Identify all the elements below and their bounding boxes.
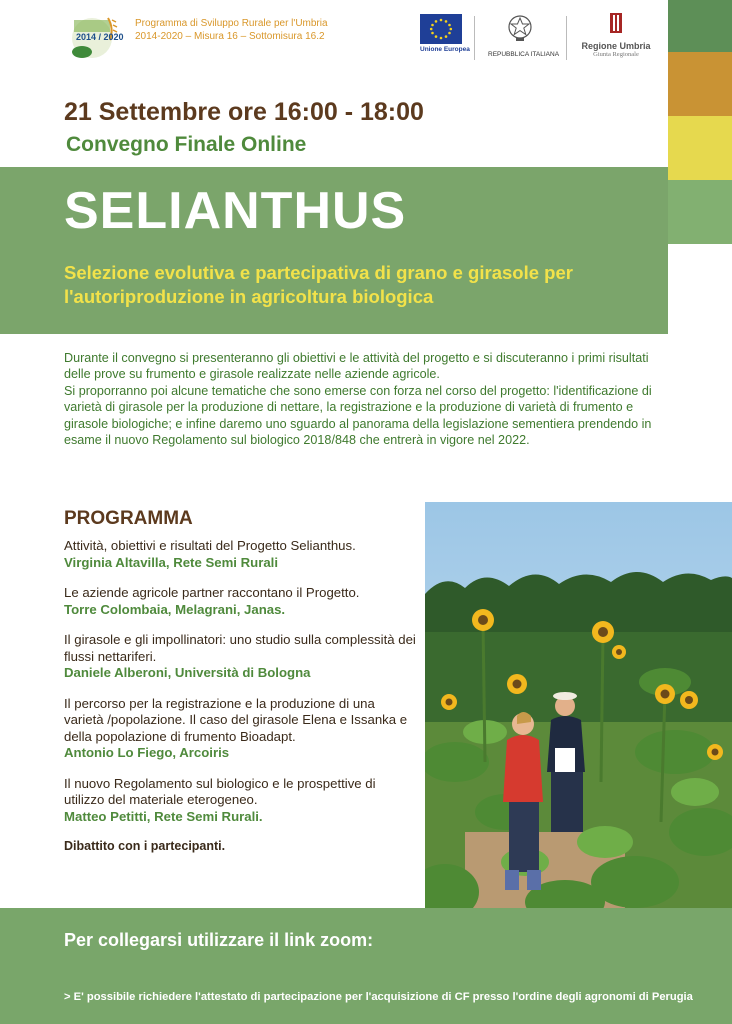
italy-emblem-logo: [488, 14, 560, 60]
eu-flag-icon: [420, 14, 462, 44]
umbria-title: Regione Umbria: [581, 41, 651, 51]
event-date: 21 Settembre ore 16:00 - 18:00: [64, 98, 424, 126]
footer-band: [0, 908, 732, 1024]
italy-emblem-icon: [507, 14, 533, 42]
programma-item-speaker: Matteo Petitti, Rete Semi Rurali.: [64, 808, 263, 824]
psr-caption: [135, 17, 328, 43]
programma-closing: Dibattito con i partecipanti.: [64, 839, 226, 853]
programma-item-title: Il percorso per la registrazione e la produzione di una varietà /popolazione. Il caso del girasole Elena e Issanka e della popolazione di frumento Bioadapt.: [64, 695, 408, 744]
italy-caption: REPUBBLICA ITALIANA: [488, 51, 560, 58]
programma-item: [64, 776, 416, 826]
eu-caption: Unione Europea: [420, 46, 470, 53]
psr-logo: [68, 14, 122, 60]
psr-line-2: 2014-2020 – Misura 16 – Sottomisura 16.2: [135, 31, 325, 42]
programma-item-speaker: Torre Colombaia, Melagrani, Janas.: [64, 601, 286, 617]
stripe-green-dark: [668, 0, 732, 52]
header-divider: [474, 16, 475, 60]
programma-item-speaker: Antonio Lo Fiego, Arcoiris: [64, 745, 230, 760]
header-divider: [566, 16, 567, 60]
event-subtitle: Convegno Finale Online: [66, 133, 307, 156]
intro-paragraph: Durante il convegno si presenteranno gli obiettivi e le attività del progetto e si discuteranno i primi risultati delle prove su frumento e girasole realizzate nelle aziende agricole.: [64, 351, 649, 382]
programma-heading: PROGRAMMA: [64, 508, 193, 529]
programma-item-speaker: Virginia Altavilla, Rete Semi Rurali: [64, 554, 279, 570]
psr-line-1: Programma di Sviluppo Rurale per l'Umbria: [135, 18, 328, 29]
project-title: SELIANTHUS: [64, 182, 407, 240]
eu-logo: [420, 14, 470, 60]
intro-paragraph: Si proporranno poi alcune tematiche che sono emerse con forza nel corso del progetto: l'identificazione di varietà di girasole per la produzione di nettare, la registrazione e la produzione di varietà di frumento e girasole biologiche; e infine daremo uno sguardo al panorama della legislazione sementiera prendendo in esame il nuovo Regolamento sul biologico 2018/848 che entrerà in vigore nel 2022.: [64, 383, 652, 448]
programma-list: [64, 538, 416, 853]
programma-item-title: Attività, obiettivi e risultati del Progetto Selianthus.: [64, 538, 356, 553]
intro-text: [64, 350, 664, 448]
psr-logo-years: 2014 / 2020: [76, 32, 124, 42]
sunflower-field-photo: [425, 502, 732, 928]
umbria-emblem-icon: [608, 12, 624, 34]
programma-item-title: Il nuovo Regolamento sul biologico e le prospettive di utilizzo del materiale eterogeneo.: [64, 775, 376, 807]
programma-item: [64, 632, 416, 682]
stripe-green-light: [668, 180, 732, 244]
stripe-yellow: [668, 116, 732, 180]
umbria-logo: [580, 12, 652, 62]
programma-item-title: Il girasole e gli impollinatori: uno studio sulla complessità dei flussi nettariferi.: [64, 632, 416, 664]
programma-item: [64, 696, 416, 762]
programma-item-speaker: Daniele Alberoni, Università di Bologna: [64, 665, 311, 680]
programma-item: [64, 538, 416, 571]
programma-item-title: Le aziende agricole partner raccontano il Progetto.: [64, 585, 360, 600]
cf-note: > E' possibile richiedere l'attestato di partecipazione per l'acquisizione di CF presso l'ordine degli agronomi di Perugia: [64, 991, 693, 1003]
project-subtitle: Selezione evolutiva e partecipativa di grano e girasole per l'autoriproduzione in agricoltura biologica: [64, 262, 573, 307]
programma-item: [64, 585, 416, 618]
umbria-subtitle: Giunta Regionale: [593, 51, 639, 58]
zoom-link-heading: Per collegarsi utilizzare il link zoom:: [64, 930, 374, 950]
stripe-orange: [668, 52, 732, 116]
